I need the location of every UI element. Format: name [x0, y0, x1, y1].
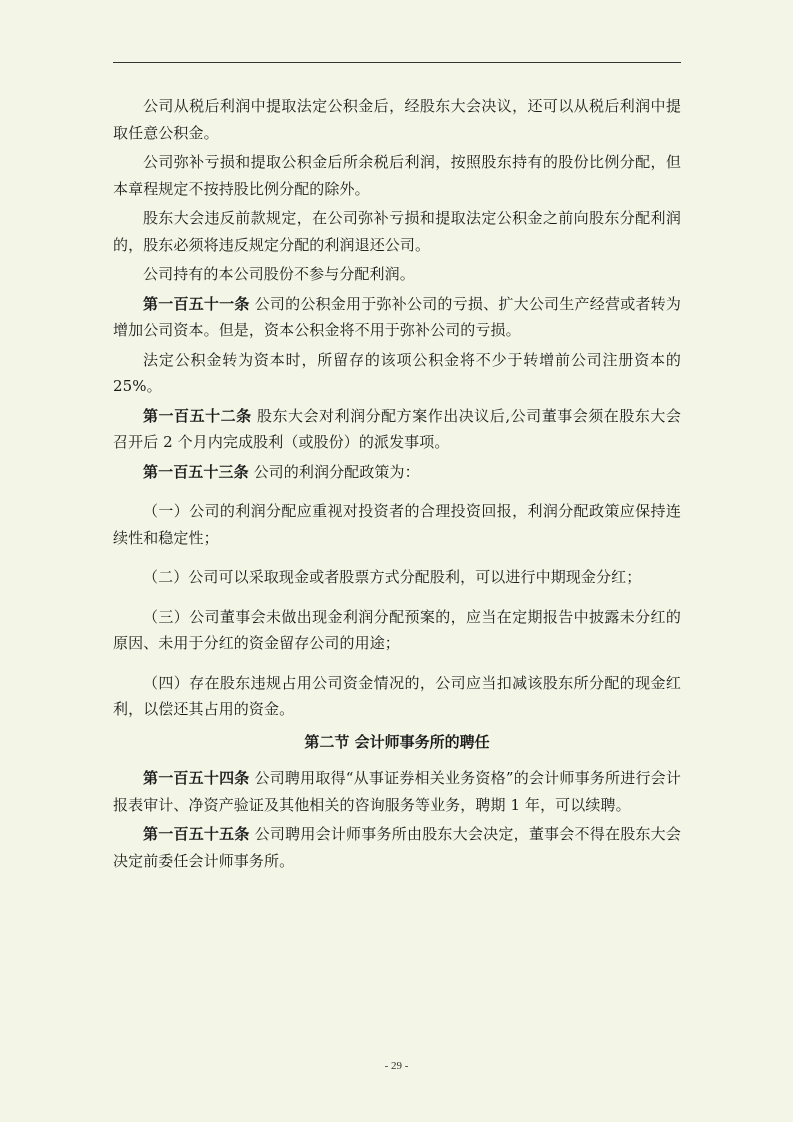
list-item: （三）公司董事会未做出现金利润分配预案的，应当在定期报告中披露未分红的原因、未用于分红的资金留存公司的用途；: [113, 607, 681, 652]
article-number: 第一百五十三条: [143, 462, 249, 481]
article-number: 第一百五十四条: [143, 769, 250, 787]
page-number: - 29 -: [384, 1060, 409, 1072]
article-number: 第一百五十二条: [143, 406, 252, 425]
paragraph: 公司从税后利润中提取法定公积金后，经股东大会决议，还可以从税后利润中提取任意公积金。: [113, 97, 681, 142]
document-body: [113, 93, 681, 877]
list-item: （四）存在股东违规占用公司资金情况的，公司应当扣减该股东所分配的现金红利，以偿还其占用的资金。: [113, 673, 681, 718]
list-item: （一）公司的利润分配应重视对投资者的合理投资回报，利润分配政策应保持连续性和稳定性；: [113, 502, 681, 547]
article-154: 第一百五十四条 公司聘用取得“从事证券相关业务资格”的会计师事务所进行会计报表审计、净资产验证及其他相关的咨询服务等业务，聘期 1 年，可以续聘。: [113, 769, 681, 814]
article-151: 第一百五十一条 公司的公积金用于弥补公司的亏损、扩大公司生产经营或者转为增加公司资本。但是，资本公积金将不用于弥补公司的亏损。: [113, 294, 682, 339]
section-title: 第二节 会计师事务所的聘任: [304, 732, 490, 751]
paragraph: 法定公积金转为资本时，所留存的该项公积金将不少于转增前公司注册资本的 25%。: [113, 350, 681, 395]
list-item: （二）公司可以采取现金或者股票方式分配股利，可以进行中期现金分红；: [143, 568, 642, 586]
article-number: 第一百五十一条: [143, 294, 250, 313]
paragraph: 公司持有的本公司股份不参与分配利润。: [143, 265, 415, 283]
article-number: 第一百五十五条: [143, 825, 250, 843]
paragraph: 公司弥补亏损和提取公积金后所余税后利润，按照股东持有的股份比例分配，但本章程规定不按持股比例分配的除外。: [113, 153, 681, 198]
header-rule: [113, 62, 681, 63]
paragraph: 股东大会违反前款规定，在公司弥补亏损和提取法定公积金之前向股东分配利润的，股东必须将违反规定分配的利润退还公司。: [113, 209, 681, 254]
article-152: 第一百五十二条 股东大会对利润分配方案作出决议后,公司董事会须在股东大会召开后 2 个月内完成股利（或股份）的派发事项。: [113, 406, 681, 451]
article-155: 第一百五十五条 公司聘用会计师事务所由股东大会决定，董事会不得在股东大会决定前委任会计师事务所。: [113, 825, 682, 870]
article-153: 第一百五十三条 公司的利润分配政策为：: [143, 462, 420, 481]
